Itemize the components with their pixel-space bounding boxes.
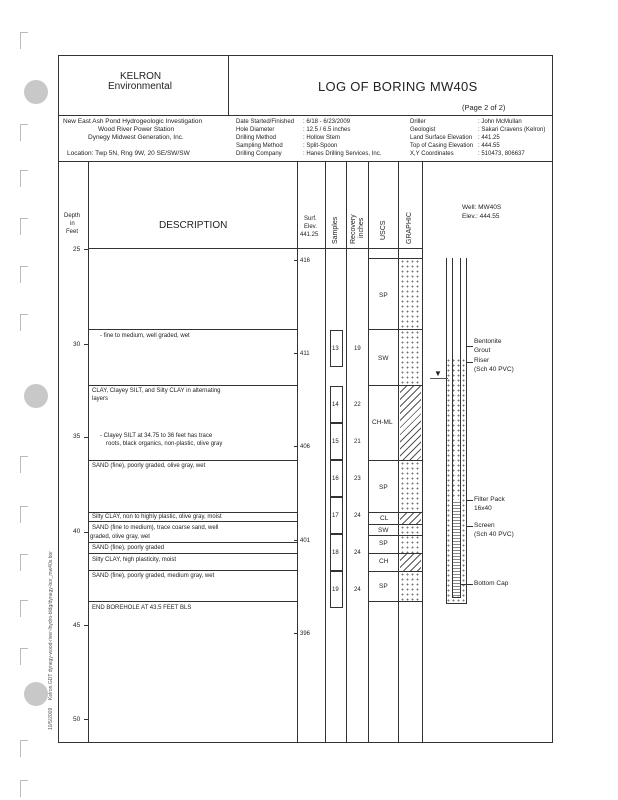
field-label: Geologist: [410, 127, 436, 133]
page-notch: [20, 266, 28, 283]
description-text: Silty CLAY, non to highly plastic, olive gray, moist: [92, 514, 222, 520]
field-value: : Hollow Stem: [303, 135, 341, 141]
depth-tick: [84, 625, 88, 626]
water-level-line: [430, 378, 448, 379]
description-text: SAND (fine), poorly graded, medium gray, wet: [92, 573, 215, 579]
project-station: Wood River Power Station: [98, 126, 175, 133]
elev-tick: [294, 260, 298, 261]
page-notch: [20, 780, 28, 797]
depth-tick: [84, 344, 88, 345]
graphic-clay: [400, 386, 421, 460]
label-leader: [461, 584, 473, 585]
company-name: KELRON: [120, 71, 162, 82]
layer-boundary: [88, 460, 298, 461]
well-label-filter: 16x40: [474, 505, 492, 512]
field-value: : John McMullan: [478, 119, 522, 125]
field-label: Sampling Method: [236, 143, 283, 149]
recovery-header: Recovery: [350, 214, 357, 244]
project-client: Dynegy Midwest Generation, Inc.: [88, 134, 184, 141]
description-text: Silty CLAY, high plasticity, moist: [92, 557, 177, 563]
field-value: : 444.55: [478, 143, 500, 149]
depth-header: Depth: [64, 213, 81, 219]
graphic-sand: [400, 259, 421, 329]
uscs-code: CH: [379, 558, 389, 565]
uscs-code: SP: [379, 540, 388, 547]
binder-hole-middle: [24, 384, 48, 408]
well-label-filter: Filter Pack: [474, 496, 505, 503]
depth-tick: [84, 437, 88, 438]
elev-tick: [294, 446, 298, 447]
well-screen: [453, 500, 460, 596]
layer-boundary: [88, 570, 298, 571]
recovery-value: 24: [354, 587, 361, 593]
description-text: SAND (fine), poorly graded: [92, 545, 165, 551]
sample-number: 16: [332, 476, 339, 482]
binder-hole-bottom: [24, 682, 48, 706]
field-value: : 12.5 / 6.5 inches: [303, 127, 351, 133]
uscs-header: USCS: [380, 220, 387, 240]
field-label: Date Started/Finished: [236, 119, 295, 125]
well-casing: [460, 258, 461, 598]
recovery-value: 24: [354, 513, 361, 519]
well-label-screen: (Sch 40 PVC): [474, 531, 514, 538]
elev-tick: [294, 633, 298, 634]
label-leader: [466, 346, 473, 347]
column-header-rule: [88, 248, 422, 249]
depth-label: 35: [73, 433, 81, 440]
info-rule: [58, 161, 553, 162]
col-divider-graphic: [422, 161, 423, 743]
layer-boundary: [88, 553, 298, 554]
graphic-sand: [400, 461, 421, 512]
elev-header: 441.25: [300, 232, 319, 238]
sample-number: 13: [332, 346, 339, 352]
elev-header: Surf.: [304, 216, 317, 222]
field-value: : Hanes Drilling Services, Inc.: [303, 151, 382, 157]
field-value: : Split-Spoon: [303, 143, 338, 149]
page-notch: [20, 170, 28, 187]
field-label: Top of Casing Elevation: [410, 143, 474, 149]
graphic-header: GRAPHIC: [406, 212, 413, 244]
uscs-code: CH-ML: [372, 419, 393, 426]
log-frame: [58, 55, 553, 743]
graphic-sand: [400, 525, 421, 553]
description-text: - Clayey SILT at 34.75 to 36 feet has trace: [100, 433, 213, 439]
field-label: Land Surface Elevation: [410, 135, 473, 141]
layer-boundary: [88, 385, 298, 386]
company-sub: Environmental: [108, 81, 172, 92]
well-label-riser: Riser: [474, 357, 490, 364]
layer-boundary: [88, 601, 298, 602]
depth-label: 50: [73, 716, 81, 723]
page-notch: [20, 740, 28, 757]
page-notch: [20, 218, 28, 235]
side-date: 10/5/2009: [48, 707, 54, 730]
description-text: CLAY, Clayey SILT, and Silty CLAY in alternating: [92, 388, 221, 394]
field-label: Drilling Method: [236, 135, 277, 141]
depth-label: 45: [73, 622, 81, 629]
well-grout: [446, 258, 466, 358]
sample-number: 17: [332, 513, 339, 519]
page-notch: [20, 32, 28, 49]
page-notch: [20, 554, 28, 571]
recovery-value: 21: [354, 439, 361, 445]
water-level-icon: ▼: [434, 369, 442, 378]
sample-number: 19: [332, 587, 339, 593]
field-label: X,Y Coordinates: [410, 151, 454, 157]
uscs-code: SW: [378, 527, 389, 534]
field-value: : 510473, 806637: [478, 151, 525, 157]
page-notch: [20, 314, 28, 331]
elevation-label: 411: [300, 351, 310, 357]
samples-header: Samples: [332, 216, 339, 244]
description-text: SAND (fine to medium), trace coarse sand, well: [92, 525, 219, 531]
depth-label: 30: [73, 341, 81, 348]
layer-boundary: [88, 542, 298, 543]
description-text: roots, black organics, non-plastic, olive gray: [106, 441, 223, 447]
field-value: : 441.25: [478, 135, 500, 141]
header-divider: [228, 55, 229, 115]
depth-tick: [84, 719, 88, 720]
depth-label: 25: [73, 246, 81, 253]
binder-hole-top: [24, 80, 48, 104]
uscs-bottom: [368, 601, 422, 602]
description-text: - fine to medium, well graded, wet: [100, 333, 190, 339]
header-rule: [58, 115, 553, 116]
depth-header: in: [70, 221, 75, 227]
elev-tick: [294, 353, 298, 354]
well-name: Well: MW40S: [462, 204, 502, 211]
well-label-cap: Bottom Cap: [474, 580, 509, 587]
recovery-value: 23: [354, 476, 361, 482]
layer-boundary: [88, 329, 298, 330]
field-value: : Sakari Cravens (Kelron): [478, 127, 546, 133]
depth-tick: [84, 249, 88, 250]
sample-number: 15: [332, 439, 339, 445]
graphic-clay: [400, 513, 421, 524]
description-text: SAND (fine), poorly graded, olive gray, wet: [92, 463, 206, 469]
uscs-code: SW: [378, 355, 389, 362]
uscs-code: SP: [379, 292, 388, 299]
uscs-code: SP: [379, 583, 388, 590]
depth-label: 40: [73, 528, 81, 535]
well-base: [446, 603, 467, 604]
well-elevation: Elev.: 444.55: [462, 213, 500, 220]
uscs-code: CL: [380, 515, 389, 522]
label-leader: [466, 500, 473, 501]
label-leader: [466, 362, 473, 363]
page-notch: [20, 600, 28, 617]
page-notch: [20, 648, 28, 665]
well-label-riser: (Sch 40 PVC): [474, 366, 514, 373]
elev-header: Elev.: [304, 224, 317, 230]
elevation-label: 406: [300, 444, 311, 450]
graphic-sand: [400, 572, 421, 601]
well-label-bentonite: Bentonite: [474, 338, 502, 345]
page-title: LOG OF BORING MW40S: [318, 79, 478, 94]
layer-boundary: [88, 521, 298, 522]
label-leader: [466, 526, 473, 527]
recovery-value: 19: [354, 346, 361, 352]
well-borehole-wall: [446, 258, 447, 604]
description-text: layers: [92, 396, 109, 402]
page-notch: [20, 506, 28, 523]
depth-header: Feet: [66, 229, 79, 235]
page-notch: [20, 456, 28, 473]
well-borehole-wall: [466, 258, 467, 604]
uscs-code: SP: [379, 484, 388, 491]
field-label: Drilling Company: [236, 151, 282, 157]
field-value: : 6/18 - 6/23/2009: [303, 119, 351, 125]
field-label: Hole Diameter: [236, 127, 275, 133]
well-label-screen: Screen: [474, 522, 495, 529]
field-label: Driller: [410, 119, 426, 125]
page-number: (Page 2 of 2): [462, 103, 506, 112]
description-header: DESCRIPTION: [159, 220, 228, 231]
description-text: END BOREHOLE AT 43.5 FEET BLS: [92, 605, 192, 611]
elevation-label: 396: [300, 631, 311, 637]
sample-number: 18: [332, 550, 339, 556]
description-text: graded, olive gray, wet: [90, 534, 150, 540]
recovery-header: inches: [358, 217, 365, 238]
graphic-clay: [400, 554, 421, 571]
well-bottom-cap: [452, 597, 461, 598]
well-label-bentonite: Grout: [474, 347, 491, 354]
page-notch: [20, 124, 28, 141]
sample-number: 14: [332, 402, 339, 408]
recovery-value: 24: [354, 550, 361, 556]
project-location: Location: Twp 5N, Rng 9W, 20 SE/SW/SW: [67, 150, 190, 157]
elevation-label: 401: [300, 538, 311, 544]
depth-tick: [84, 532, 88, 533]
project-name: New East Ash Pond Hydrogeologic Investigation: [63, 118, 203, 125]
elevation-label: 416: [300, 258, 311, 264]
file-path-text: Kelron.GDT dynegy-wood-river-lhydro-bldg/dynegy-bor_mw40s.bor: [48, 551, 54, 700]
graphic-sand: [400, 330, 421, 385]
recovery-value: 22: [354, 402, 361, 408]
elev-tick: [294, 540, 298, 541]
